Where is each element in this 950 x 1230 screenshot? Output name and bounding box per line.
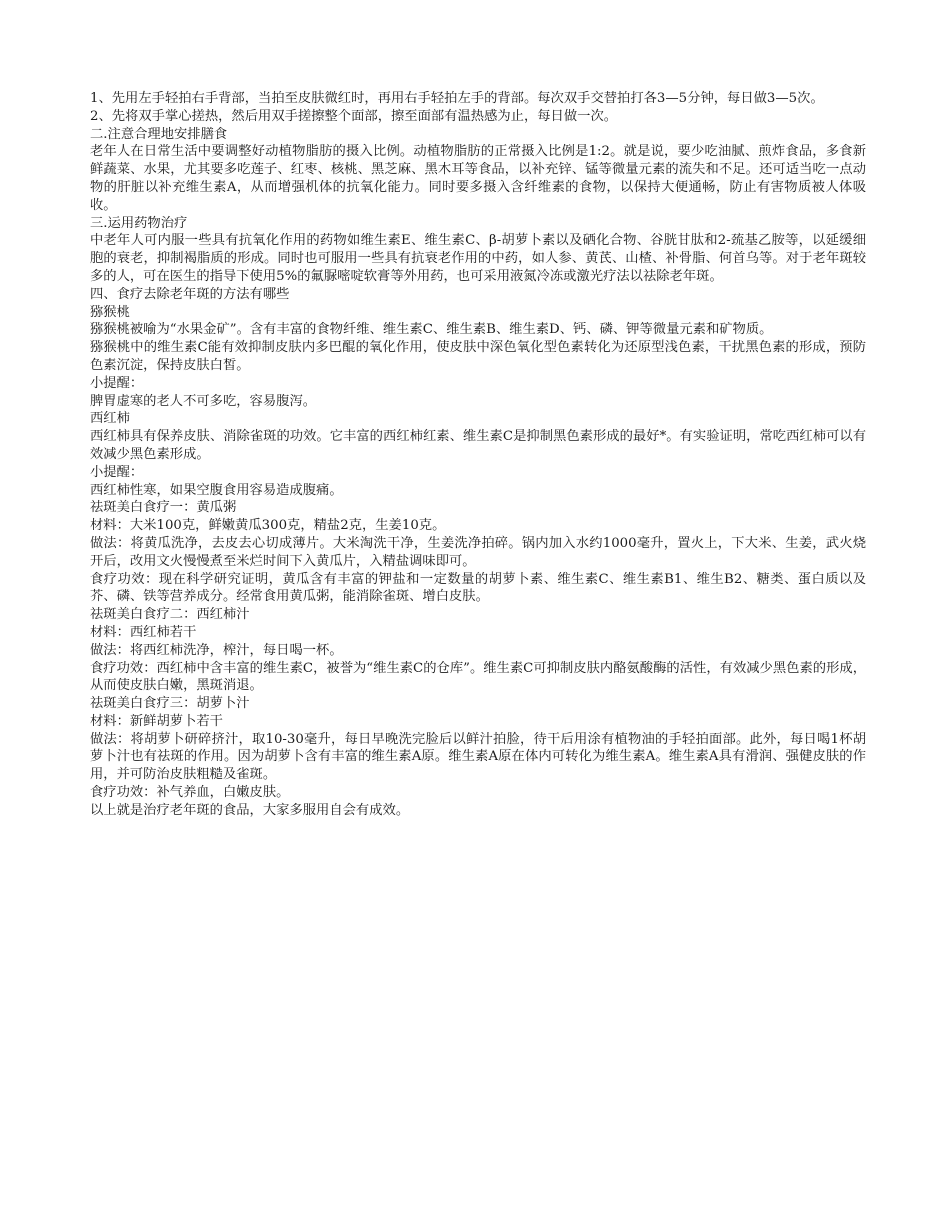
recipe-1-effect: 食疗功效：现在科学研究证明，黄瓜含有丰富的钾盐和一定数量的胡萝卜素、维生素C、维生素B1、维生B2、糖类、蛋白质以及芥、磷、铁等营养成分。经常食用黄瓜粥，能消除雀斑、增白皮肤。 — [90, 571, 866, 605]
recipe-3-title: 祛斑美白食疗三：胡萝卜汁 — [90, 696, 250, 712]
document-body — [90, 90, 866, 820]
paragraph-method-1: 1、先用左手轻拍右手背部，当拍至皮肤微红时，再用右手轻拍左手的背部。每次双手交替拍打各3—5分钟，每日做3—5次。 — [90, 91, 824, 106]
section-heading-diet: 二.注意合理地安排膳食 — [90, 126, 228, 142]
recipe-3-method: 做法：将胡萝卜研碎挤汁，取10-30毫升，每日早晚洗完脸后以鲜汁拍脸，待干后用涂有植物油的手轻拍面部。此外，每日喝1杯胡萝卜汁也有祛斑的作用。因为胡萝卜含有丰富的维生素A原。维生素A原在体内可转化为维生素A。维生素A具有滑润、强健皮肤的作用，并可防治皮肤粗糙及雀斑。 — [90, 731, 866, 783]
recipe-2-title: 祛斑美白食疗二：西红柿汁 — [90, 607, 250, 623]
closing-paragraph: 以上就是治疗老年斑的食品，大家多服用自会有成效。 — [90, 802, 410, 818]
subheading-kiwi: 猕猴桃 — [90, 304, 130, 320]
recipe-3-effect: 食疗功效：补气养血，白嫩皮肤。 — [90, 785, 290, 801]
recipe-2-ingredients: 材料：西红柿若干 — [90, 624, 197, 640]
tip-text-tomato: 西红柿性寒，如果空腹食用容易造成腹痛。 — [90, 482, 343, 498]
paragraph-medicine: 中老年人可内服一些具有抗氧化作用的药物如维生素E、维生素C、β-胡萝卜素以及硒化合物、谷胱甘肽和2-巯基乙胺等，以延缓细胞的衰老，抑制褐脂质的形成。同时也可服用一些具有抗衰老作用的中药，如人参、黄芪、山楂、补骨脂、何首乌等。对于老年斑较多的人，可在医生的指导下使用5%的氟脲嘧啶软膏等外用药，也可采用液氮冷冻或激光疗法以祛除老年斑。 — [90, 233, 866, 284]
paragraph-kiwi-nutrients: 猕猴桃被喻为“水果金矿”。含有丰富的食物纤维、维生素C、维生素B、维生素D、钙、磷、钾等微量元素和矿物质。 — [90, 322, 773, 338]
recipe-1-method: 做法：将黄瓜洗净，去皮去心切成薄片。大米淘洗干净，生姜洗净拍碎。锅内加入水约1000毫升，置火上，下大米、生姜，武火烧开后，改用文火慢慢煮至米烂时间下入黄瓜片，入精盐调味即可。 — [90, 535, 866, 569]
paragraph-tomato: 西红柿具有保养皮肤、消除雀斑的功效。它丰富的西红柿红素、维生素C是抑制黑色素形成的最好*。有实验证明，常吃西红柿可以有效减少黑色素形成。 — [90, 429, 866, 462]
paragraph-kiwi-vitamin-c: 猕猴桃中的维生素C能有效抑制皮肤内多巴醌的氧化作用，使皮肤中深色氧化型色素转化为还原型浅色素，干扰黑色素的形成，预防色素沉淀，保持皮肤白皙。 — [90, 340, 866, 373]
recipe-3-ingredients: 材料：新鲜胡萝卜若干 — [90, 713, 223, 729]
recipe-2-effect: 食疗功效：西红柿中含丰富的维生素C，被誉为“维生素C的仓库”。维生素C可抑制皮肤内酪氨酸酶的活性，有效减少黑色素的形成，从而使皮肤白嫩，黑斑消退。 — [90, 660, 866, 694]
paragraph-diet: 老年人在日常生活中要调整好动植物脂肪的摄入比例。动植物脂肪的正常摄入比例是1:2。就是说，要少吃油腻、煎炸食品，多食新鲜蔬菜、水果，尤其要多吃莲子、红枣、核桃、黑芝麻、黑木耳等食品，以补充锌、锰等微量元素的流失和不足。还可适当吃一点动物的肝脏以补充维生素A，从而增强机体的抗氧化能力。同时要多摄入含纤维素的食物，以保持大便通畅，防止有害物质被人体吸收。 — [90, 144, 866, 213]
recipe-2-method: 做法：将西红柿洗净，榨汁，每日喝一杯。 — [90, 642, 343, 658]
section-heading-medicine: 三.运用药物治疗 — [90, 215, 188, 231]
recipe-1-title: 祛斑美白食疗一：黄瓜粥 — [90, 500, 237, 516]
recipe-1-ingredients: 材料：大米100克，鲜嫩黄瓜300克，精盐2克，生姜10克。 — [90, 518, 446, 534]
tip-label-kiwi: 小提醒： — [90, 375, 144, 391]
paragraph-method-2: 2、先将双手掌心搓热，然后用双手搓擦整个面部，擦至面部有温热感为止，每日做一次。 — [90, 108, 618, 124]
tip-label-tomato: 小提醒： — [90, 464, 144, 480]
tip-text-kiwi: 脾胃虚寒的老人不可多吃，容易腹泻。 — [90, 393, 317, 409]
subheading-tomato: 西红柿 — [90, 411, 130, 427]
section-heading-food-therapy: 四、食疗去除老年斑的方法有哪些 — [90, 286, 290, 302]
